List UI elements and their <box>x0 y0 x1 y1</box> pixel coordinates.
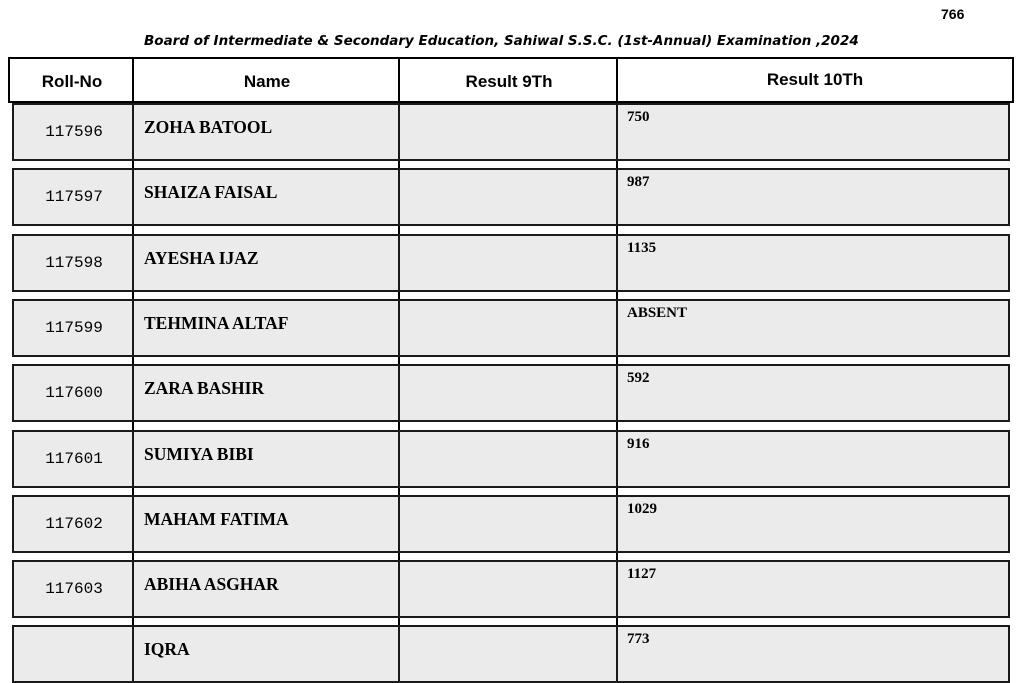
name-cell: ZOHA BATOOL <box>144 117 273 137</box>
row-divider <box>398 366 400 420</box>
name-cell: AYESHA IJAZ <box>144 248 259 268</box>
row-divider <box>398 627 400 681</box>
result-10th-cell: 916 <box>627 436 650 452</box>
row-divider <box>616 497 618 551</box>
name-cell: SUMIYA BIBI <box>144 444 254 464</box>
roll-no-cell: 117597 <box>45 188 103 206</box>
name-cell: TEHMINA ALTAF <box>144 313 289 333</box>
row-divider <box>616 432 618 486</box>
row-divider <box>132 627 134 681</box>
header-result-9th: Result 9Th <box>465 72 553 91</box>
row-divider <box>616 562 618 616</box>
name-cell: ZARA BASHIR <box>144 378 265 398</box>
header-result-10th: Result 10Th <box>766 70 864 89</box>
header-name: Name <box>243 72 291 91</box>
table-row <box>12 299 1010 357</box>
result-10th-cell: 773 <box>627 631 650 647</box>
result-10th-cell: 592 <box>627 370 650 386</box>
roll-no-cell: 117599 <box>45 319 103 337</box>
row-divider <box>616 170 618 224</box>
page-number: 766 <box>941 6 965 22</box>
board-title: Board of Intermediate & Secondary Education, Sahiwal S.S.C. (1st-Annual) Examination ,2024 <box>144 33 859 49</box>
result-10th-cell: 750 <box>627 109 650 125</box>
row-divider <box>398 170 400 224</box>
roll-no-cell: 117600 <box>45 384 103 402</box>
result-10th-cell: 1135 <box>627 240 657 256</box>
row-divider <box>398 432 400 486</box>
table-row <box>12 103 1010 161</box>
roll-no-cell: 117596 <box>45 123 103 141</box>
table-row <box>12 364 1010 422</box>
table-row <box>12 560 1010 618</box>
header-roll-no: Roll-No <box>41 72 103 91</box>
table-row <box>12 625 1010 683</box>
row-divider <box>616 301 618 355</box>
row-divider <box>616 236 618 290</box>
result-10th-cell: ABSENT <box>627 305 688 321</box>
row-divider <box>616 105 618 159</box>
table-row <box>12 234 1010 292</box>
roll-no-cell: 117601 <box>45 450 103 468</box>
name-cell: IQRA <box>144 639 190 659</box>
name-cell: SHAIZA FAISAL <box>144 182 278 202</box>
row-divider <box>398 105 400 159</box>
row-divider <box>398 562 400 616</box>
table-header <box>8 57 1014 103</box>
result-10th-cell: 1029 <box>627 501 657 517</box>
table-row <box>12 430 1010 488</box>
row-divider <box>398 497 400 551</box>
result-10th-cell: 987 <box>627 174 650 190</box>
name-cell: ABIHA ASGHAR <box>144 574 279 594</box>
row-divider <box>616 366 618 420</box>
result-10th-cell: 1127 <box>627 566 657 582</box>
roll-no-cell: 117598 <box>45 254 103 272</box>
name-cell: MAHAM FATIMA <box>144 509 289 529</box>
row-divider <box>398 301 400 355</box>
table-row <box>12 168 1010 226</box>
row-divider <box>398 236 400 290</box>
roll-no-cell: 117602 <box>45 515 103 533</box>
row-divider <box>616 627 618 681</box>
roll-no-cell: 117603 <box>45 580 103 598</box>
table-row <box>12 495 1010 553</box>
